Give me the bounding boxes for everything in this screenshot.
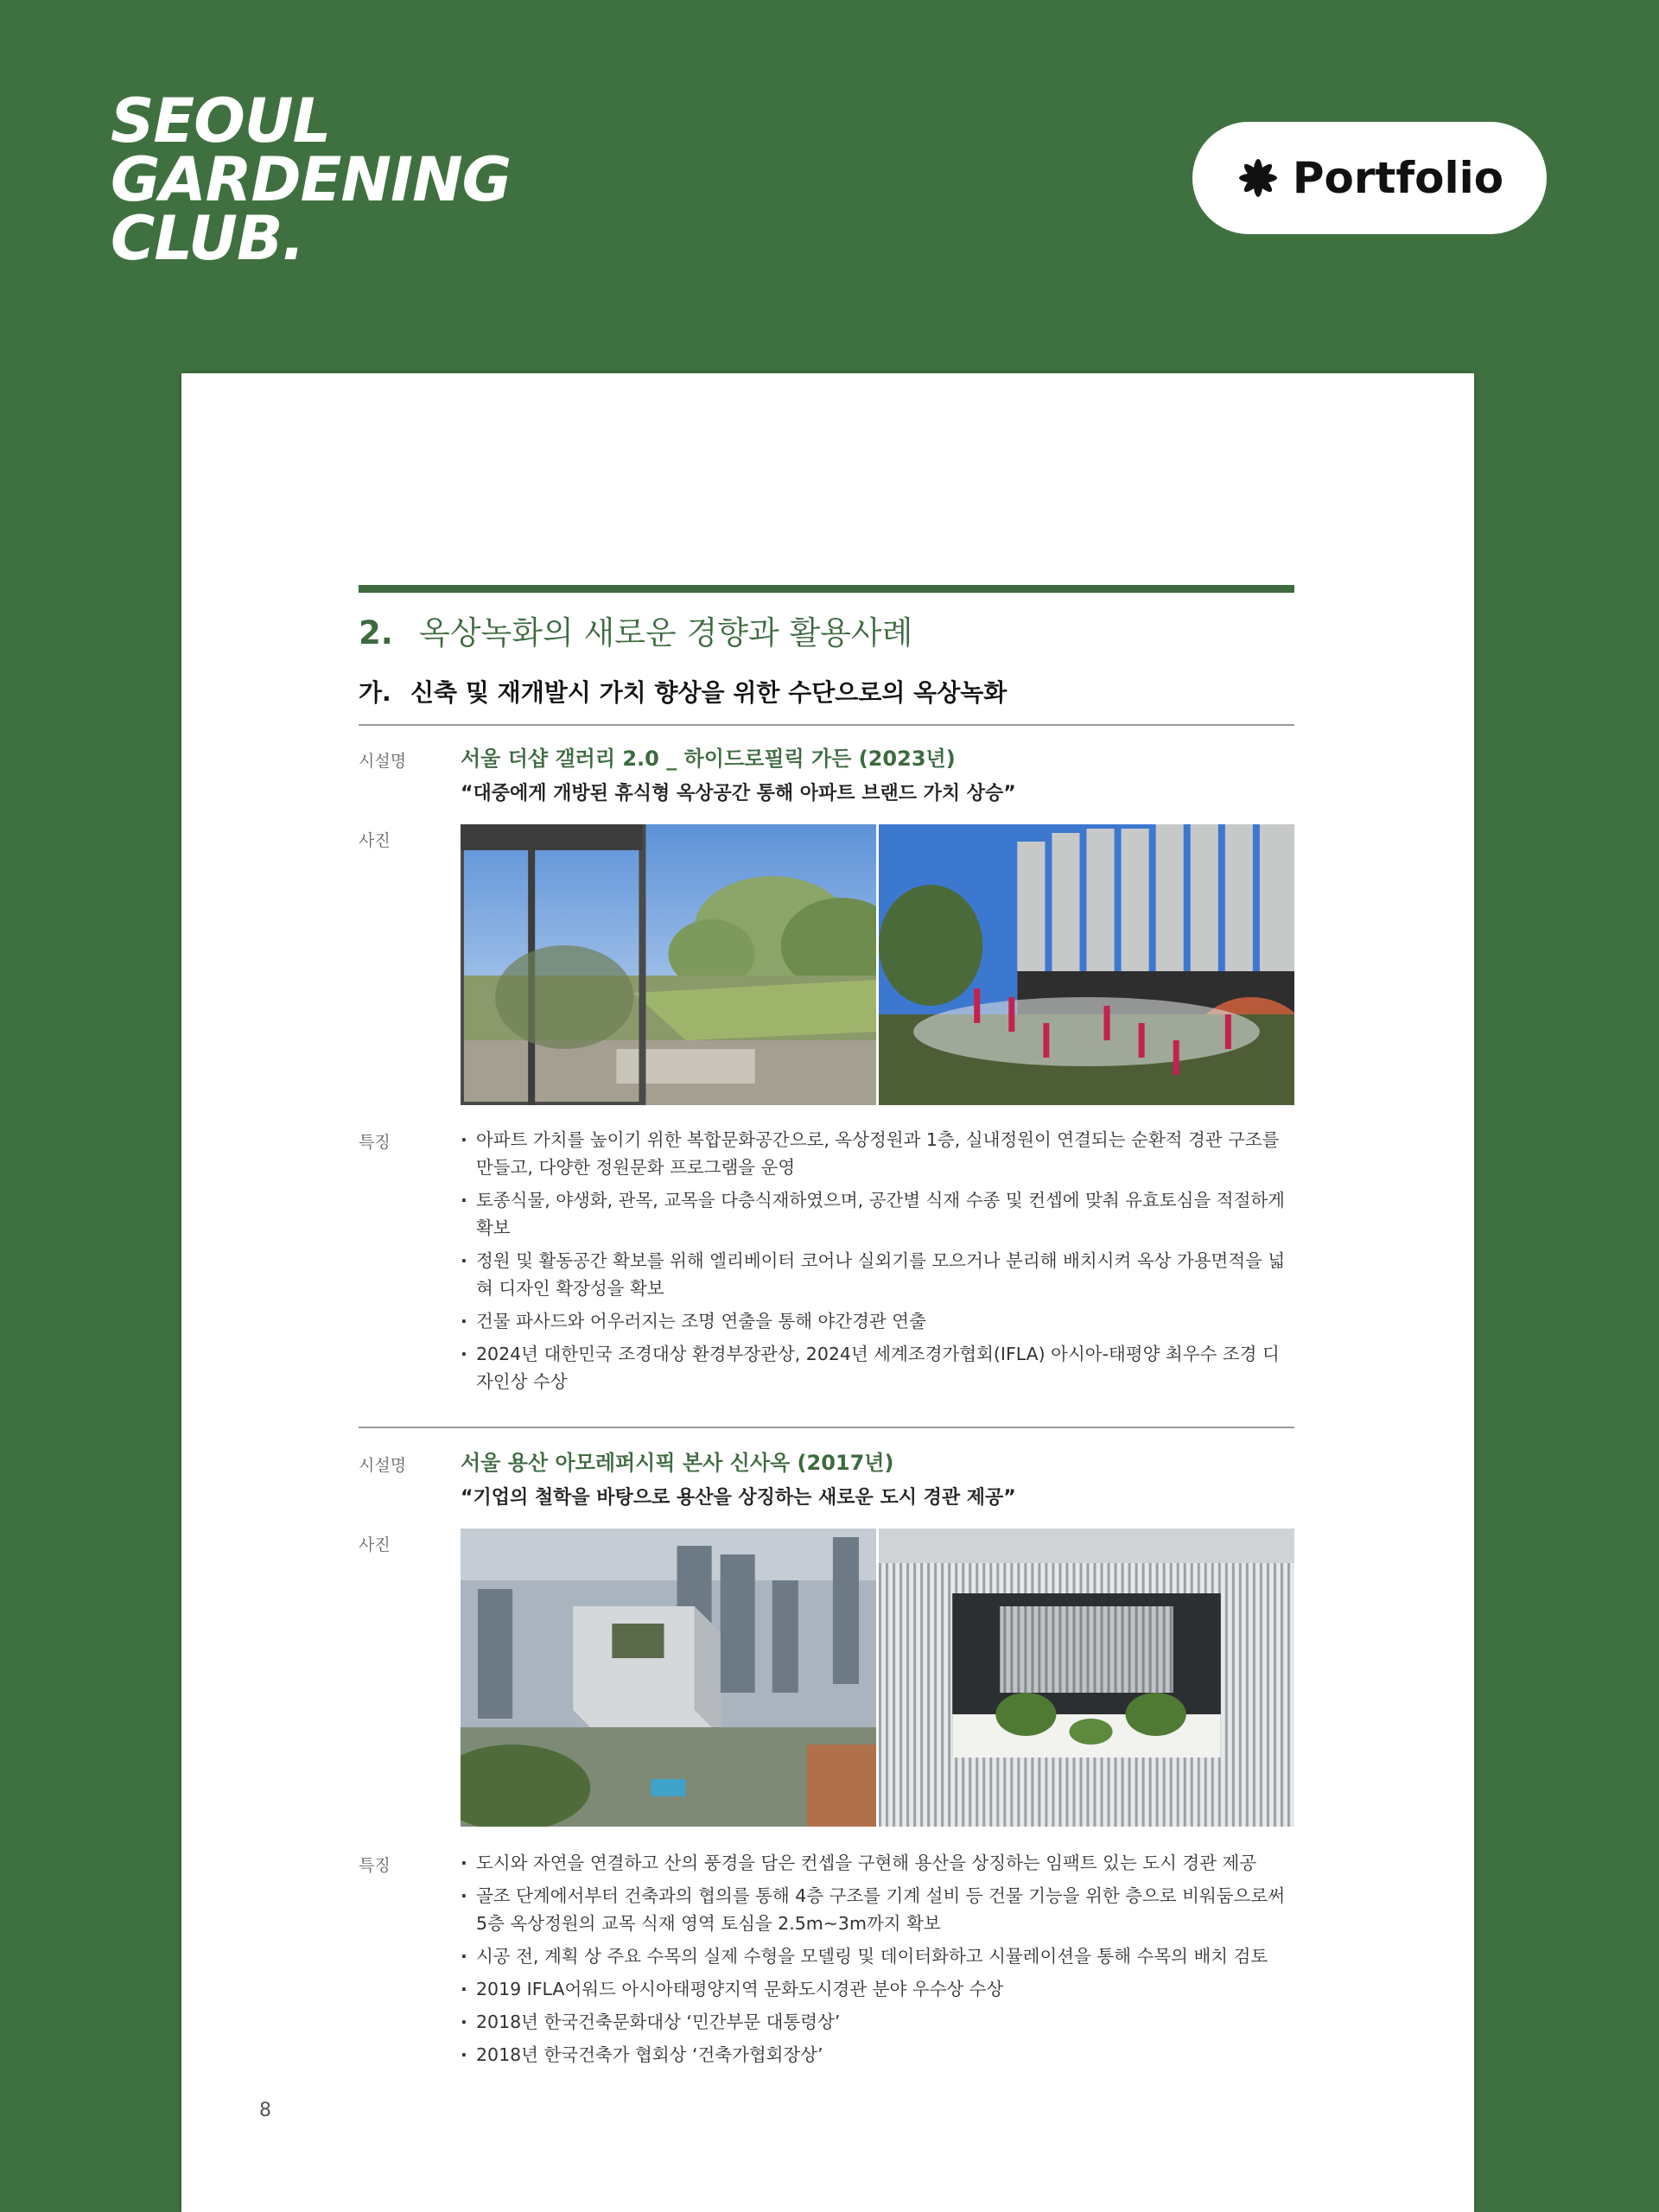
list-item: · 시공 전, 계획 상 주요 수목의 실제 수형을 모델링 및 데이터화하고 시뮬레이션을 통해 수목의 배치 검토 bbox=[461, 1942, 1294, 1970]
facility-label: 시설명 bbox=[359, 752, 407, 771]
logo-line-2: GARDENING bbox=[111, 144, 512, 215]
club-logo bbox=[111, 86, 512, 274]
photo-label: 사진 bbox=[359, 1535, 391, 1554]
section-number: 2. bbox=[359, 614, 393, 652]
portfolio-button[interactable] bbox=[1192, 122, 1547, 234]
page-number: 8 bbox=[259, 2100, 271, 2121]
section-heading bbox=[359, 613, 1294, 653]
photo-label: 사진 bbox=[359, 831, 391, 850]
logo-line-1: SEOUL bbox=[111, 86, 331, 156]
list-item: · 2019 IFLA어워드 아시아태평양지역 문화도시경관 분야 우수상 수상 bbox=[461, 1975, 1294, 2003]
facility-label: 시설명 bbox=[359, 1456, 407, 1475]
section-top-rule bbox=[359, 585, 1294, 593]
facility-quote: “대중에게 개방된 휴식형 옥상공간 통해 아파트 브랜드 가치 상승” bbox=[461, 783, 1016, 804]
features-label: 특징 bbox=[359, 1856, 391, 1875]
case-entry bbox=[359, 1449, 1294, 2074]
feature-list bbox=[461, 1126, 1294, 1395]
atrium-garden-photo bbox=[879, 1529, 1294, 1827]
list-item: · 건물 파사드와 어우러지는 조명 연출을 통해 야간경관 연출 bbox=[461, 1307, 1294, 1335]
list-item: · 도시와 자연을 연결하고 산의 풍경을 담은 컨셉을 구현해 용산을 상징하는 임팩트 있는 도시 경관 제공 bbox=[461, 1849, 1294, 1877]
list-item: · 2018년 한국건축가 협회상 ‘건축가협회장상’ bbox=[461, 2041, 1294, 2069]
list-item: · 정원 및 활동공간 확보를 위해 엘리베이터 코어나 실외기를 모으거나 분리해 배치시켜 옥상 가용면적을 넓혀 디자인 확장성을 확보 bbox=[461, 1247, 1294, 1302]
facility-quote: “기업의 철학을 바탕으로 용산을 상징하는 새로운 도시 경관 제공” bbox=[461, 1487, 1016, 1509]
photo-gallery bbox=[461, 824, 1294, 1105]
portfolio-label: Portfolio bbox=[1292, 153, 1504, 203]
garden-photo bbox=[461, 824, 876, 1105]
logo-line-3: CLUB. bbox=[111, 203, 304, 274]
feature-list bbox=[461, 1849, 1294, 2069]
asterisk-flower-icon bbox=[1236, 156, 1281, 200]
features-label: 특징 bbox=[359, 1133, 391, 1152]
list-item: · 2018년 한국건축문화대상 ‘민간부문 대통령상’ bbox=[461, 2008, 1294, 2036]
page-content bbox=[359, 585, 1294, 2074]
list-item: · 2024년 대한민국 조경대상 환경부장관상, 2024년 세계조경가협회(IFLA) 아시아-태평양 최우수 조경 디자인상 수상 bbox=[461, 1340, 1294, 1395]
case-entry bbox=[359, 745, 1294, 1401]
list-item: · 골조 단계에서부터 건축과의 협의를 통해 4층 구조를 기계 설비 등 건물 기능을 위한 층으로 비워둠으로써 5층 옥상정원의 교목 식재 영역 토심을 2.5m~3m까지 확보 bbox=[461, 1882, 1294, 1937]
subsection-number: 가. bbox=[359, 678, 391, 707]
list-item: · 토종식물, 야생화, 관목, 교목을 다층식재하였으며, 공간별 식재 수종 및 컨셉에 맞춰 유효토심을 적절하게 확보 bbox=[461, 1186, 1294, 1242]
divider bbox=[359, 724, 1294, 726]
aerial-building-photo bbox=[461, 1529, 876, 1827]
facility-name: 서울 용산 아모레퍼시픽 본사 신사옥 (2017년) bbox=[461, 1451, 894, 1475]
subsection-title: 신축 및 재개발시 가치 향상을 위한 수단으로의 옥상녹화 bbox=[410, 678, 1007, 707]
divider bbox=[359, 1427, 1294, 1428]
photo-gallery bbox=[461, 1529, 1294, 1827]
facility-name: 서울 더샵 갤러리 2.0 _ 하이드로필릭 가든 (2023년) bbox=[461, 747, 956, 771]
list-item: · 아파트 가치를 높이기 위한 복합문화공간으로, 옥상정원과 1층, 실내정원이 연결되는 순환적 경관 구조를 만들고, 다양한 정원문화 프로그램을 운영 bbox=[461, 1126, 1294, 1181]
document-page bbox=[181, 373, 1474, 2212]
section-title: 옥상녹화의 새로운 경향과 활용사례 bbox=[419, 614, 913, 652]
fountain-photo bbox=[879, 824, 1294, 1105]
subsection-heading bbox=[359, 677, 1294, 709]
